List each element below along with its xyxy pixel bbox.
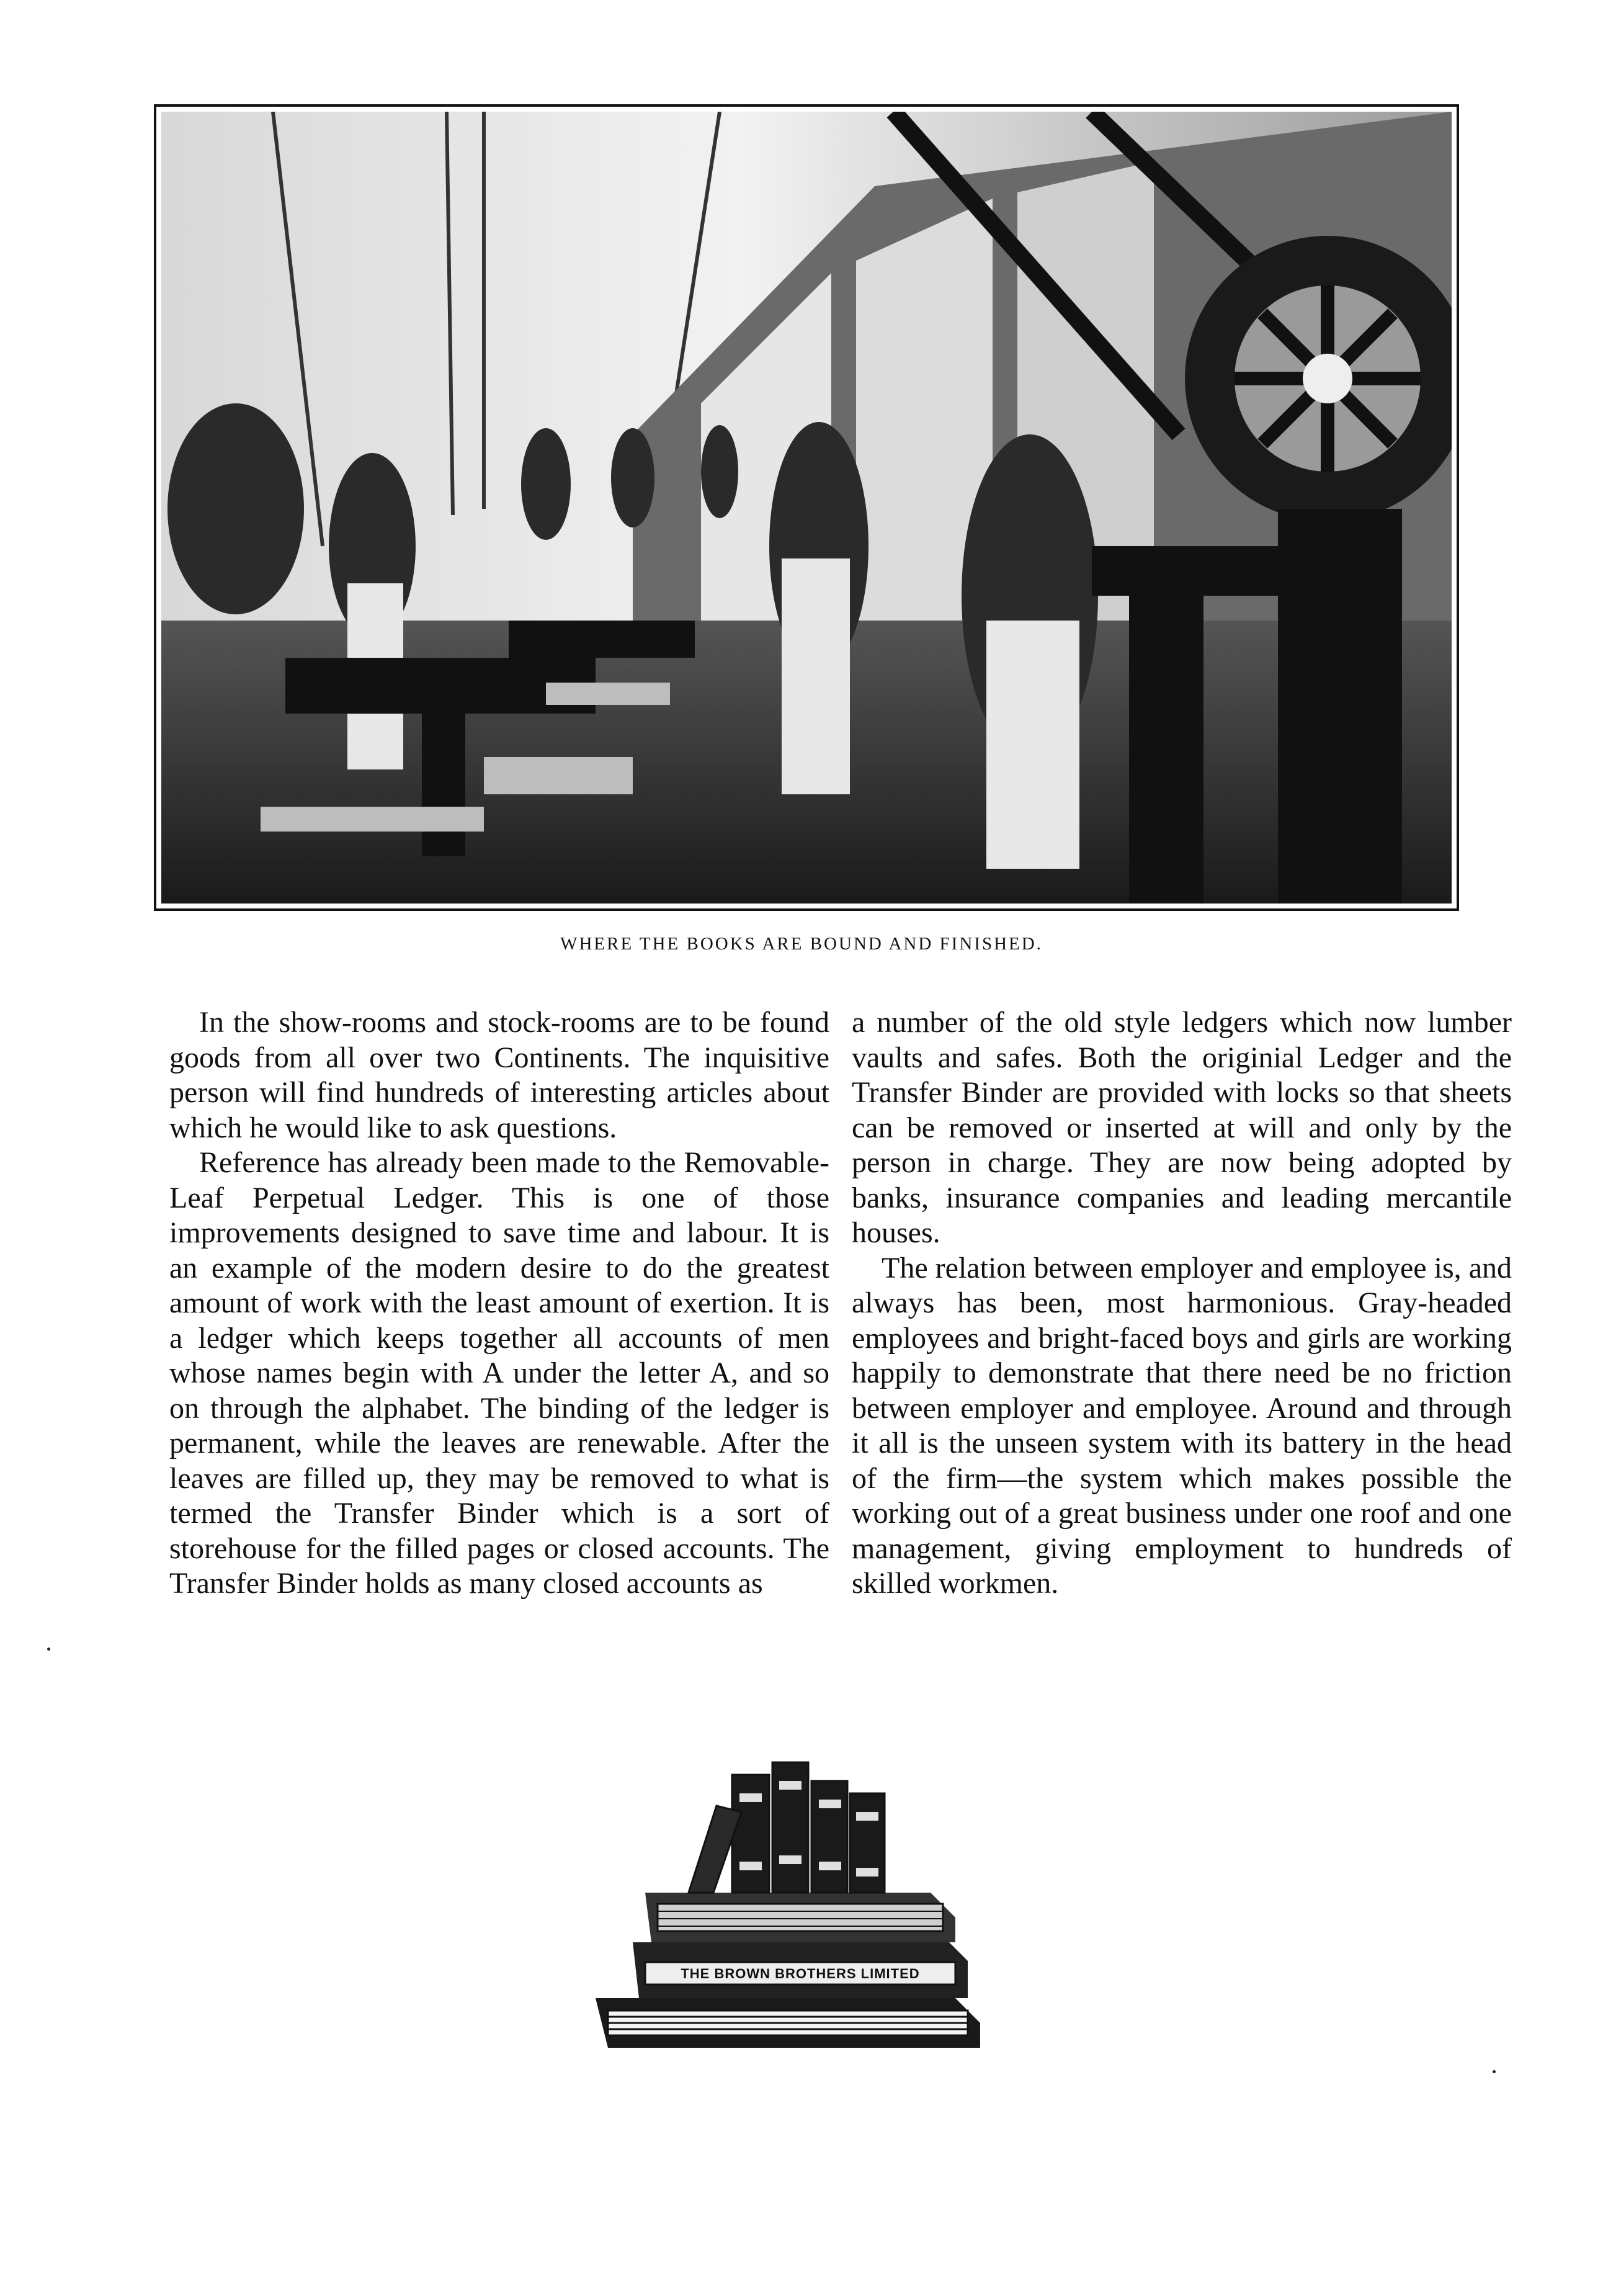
left-paragraph-2: Reference has already been made to the Removable-Leaf Perpetual Ledger. This is one of those improvements designed to save time and labour. It is an example of the modern desire to do the greatest amount of work with the least amount of exertion. It is a ledger which keeps together all accounts of men whose names begin with A under the letter A, and so on through the alphabet. The binding of the ledger is permanent, while the leaves are renewable. After the leaves are filled up, they may be removed to what is termed the Transfer Binder which is a sort of storehouse for the filled pages or closed accounts. The Transfer Binder holds as many closed accounts as bbox=[169, 1146, 829, 1600]
photo-caption: WHERE THE BOOKS ARE BOUND AND FINISHED. bbox=[560, 934, 1043, 954]
scan-speck bbox=[47, 1648, 50, 1651]
factory-photograph bbox=[154, 104, 1459, 911]
left-text-column bbox=[169, 1005, 829, 1602]
right-paragraph-1: a number of the old style ledgers which now lumber vaults and safes. Both the originial Ledger and the Transfer Binder are provided with locks so that sheets can be removed or inserted at will and only by the person in charge. They are now being adopted by banks, insurance companies and leading mercantile houses. bbox=[852, 1006, 1512, 1249]
bindery-photo-illustration bbox=[161, 112, 1452, 904]
right-text-column bbox=[852, 1005, 1512, 1602]
scan-speck bbox=[1493, 2070, 1496, 2073]
right-paragraph-2: The relation between employer and employee is, and always has been, most harmonious. Gray-headed employees and bright-faced boys and girls are working happily to demonstrate that there need be no friction between employer and employee. Around and through it all is the unseen system with its battery in the head of the firm—the system which makes possible the working out of a great business under one roof and one management, giving employment to hundreds of skilled workmen. bbox=[852, 1251, 1512, 1600]
books-emblem-engraving bbox=[583, 1738, 993, 2060]
svg-text:THE BROWN BROTHERS LIMITED: THE BROWN BROTHERS LIMITED bbox=[681, 1966, 920, 1981]
left-paragraph-1: In the show-rooms and stock-rooms are to be found goods from all over two Continents. The inquisitive person will find hundreds of interesting articles about which he would like to ask questions. bbox=[169, 1006, 829, 1144]
stacked-books-icon bbox=[583, 1738, 993, 2060]
